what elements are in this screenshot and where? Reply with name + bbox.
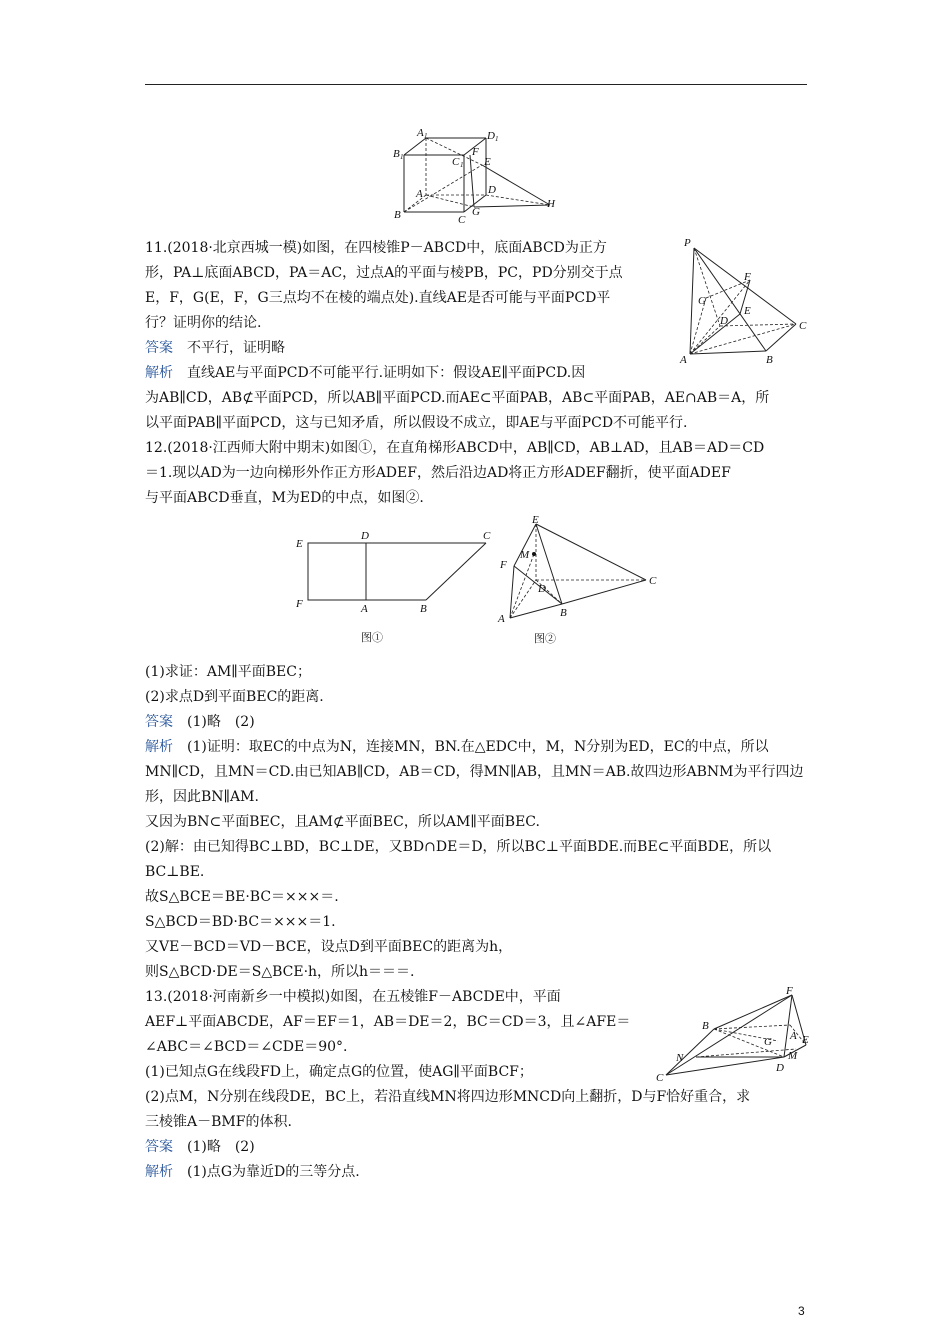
trap-label-c: C [483,530,491,542]
line-text: 三棱锥A－BMF的体积. [145,1114,292,1130]
text-line [145,787,259,807]
line-text: 形，PA⊥底面ABCD，PA＝AC，过点A的平面与棱PB，PC，PD分别交于点 [145,265,623,281]
fold-label-f: F [500,559,507,571]
pyr11-label-a: A [680,354,687,366]
pyr11-label-c: C [799,320,807,332]
figure-1-caption: 图① [361,632,383,644]
section-label: 解析 [145,1164,173,1180]
pyramid-figure-11 [678,236,813,366]
cube-label-h: H [547,198,555,210]
line-text: 与平面ABCD垂直，M为ED的中点，如图②. [145,490,424,506]
cube-label-b1-sub: 1 [400,153,404,161]
pyr11-label-b: B [766,354,773,366]
cube-label-a: A [416,188,423,200]
line-text: ＝1.现以AD为一边向梯形外作正方形ADEF，然后沿边AD将正方形ADEF翻折，使平面ADEF [145,465,731,481]
text-line [145,1037,347,1057]
text-line [145,887,339,907]
text-line [145,288,610,308]
text-line [145,388,769,408]
line-text: 又VE－BCD＝VD－BCE，设点D到平面BEC的距离为h， [145,939,513,955]
fold-label-e: E [532,514,539,526]
line-text: BC⊥BE. [145,864,205,880]
pyr13-label-m: M [788,1050,798,1062]
pyr11-label-d: D [720,315,728,327]
line-text: 直线AE与平面PCD不可能平行.证明如下：假设AE∥平面PCD.因 [187,365,586,381]
fold-label-d: D [538,583,546,595]
line-text: AEF⊥平面ABCDE，AF＝EF＝1，AB＝DE＝2，BC＝CD＝3，且∠AFE＝ [145,1014,631,1030]
answer-line [145,712,255,732]
text-line [145,687,324,707]
cube-label-c: C [458,214,466,225]
pyr13-label-b: B [702,1020,709,1032]
trap-label-e: E [296,538,303,550]
section-label: 答案 [145,340,173,356]
pyr13-label-f: F [786,985,793,997]
trapezoid-figure [290,525,500,645]
text-line [145,762,803,782]
text-line [145,463,731,483]
line-text: 11.(2018·北京西城一模)如图，在四棱锥P－ABCD中，底面ABCD为正方 [145,240,607,256]
text-line [145,1087,750,1107]
text-line [145,662,311,682]
pyramid-figure-13 [652,985,812,1085]
pyr13-label-e: E [802,1034,809,1046]
trap-label-a: A [361,603,368,615]
figure-2-caption: 图② [534,633,556,645]
text-line [145,438,764,458]
cube-label-a1-sub: 1 [424,132,428,140]
section-label: 解析 [145,365,173,381]
line-text: (1)证明：取EC的中点为N，连接MN，BN.在△EDC中，M，N分别为ED，EC的中点，所以 [187,739,769,755]
section-label: 解析 [145,739,173,755]
analysis-line [145,1162,360,1182]
text-line [145,238,607,258]
text-line [145,837,771,857]
fold-label-m: M [520,549,530,561]
cube-label-c1: C [452,156,460,168]
text-line [145,413,688,433]
line-text: (1)略 (2) [187,1139,255,1155]
section-label: 答案 [145,1139,173,1155]
pyr13-label-a: A [790,1030,797,1042]
fold-label-c: C [649,575,657,587]
line-text: MN∥CD，且MN＝CD.由已知AB∥CD，AB＝CD，得MN∥AB，且MN＝AB.故四边形ABNM为平行四边 [145,764,804,780]
folded-figure [494,514,664,646]
cube-label-c1-sub: 1 [460,161,464,169]
line-text: 以平面PAB∥平面PCD，这与已知矛盾，所以假设不成立，即AE与平面PCD不可能平行. [145,415,688,431]
cube-label-d1-sub: 1 [495,135,499,143]
line-text: ∠ABC＝∠BCD＝∠CDE＝90°. [145,1039,348,1055]
line-text: 故S△BCE＝BE·BC＝×××＝. [145,889,339,905]
line-text: 13.(2018·河南新乡一中模拟)如图，在五棱锥F－ABCDE中，平面 [145,989,561,1005]
cube-label-b1: B [393,148,400,160]
line-text: E，F，G(E，F，G三点均不在棱的端点处).直线AE是否可能与平面PCD平 [145,290,611,306]
text-line [145,912,336,932]
cube-label-a1: A [417,127,424,139]
text-line [145,962,415,982]
analysis-line [145,363,585,383]
pyr11-label-g: G [698,295,706,307]
pyr11-label-p: P [684,237,691,249]
cube-label-d: D [488,184,496,196]
line-text: 12.(2018·江西师大附中期末)如图①，在直角梯形ABCD中，AB∥CD，AB⊥AD，且AB＝AD＝CD [145,440,765,456]
text-line [145,1012,630,1032]
text-line [145,488,424,508]
text-line [145,1112,292,1132]
fold-label-a: A [498,613,505,625]
cube-label-e: E [484,156,491,168]
pyr13-label-g: G [764,1036,772,1048]
line-text: (1)略 (2) [187,714,255,730]
line-text: 不平行，证明略 [187,340,285,356]
line-text: (2)点M，N分别在线段DE，BC上，若沿直线MN将四边形MNCD向上翻折，D与F恰好重合，求 [145,1089,751,1105]
line-text: 为AB∥CD，AB⊄平面PCD，所以AB∥平面PCD.而AE⊂平面PAB，AB⊂平面PAB，AE∩AB＝A，所 [145,390,770,406]
trap-label-f: F [296,598,303,610]
text-line [145,937,512,957]
cube-figure [390,125,570,225]
pyr11-label-f: F [744,271,751,283]
line-text: 则S△BCD·DE＝S△BCE·h，所以h＝＝＝. [145,964,415,980]
text-line [145,263,623,283]
answer-line [145,338,285,358]
fold-label-b: B [560,607,567,619]
pyr11-label-e: E [744,305,751,317]
pyr13-label-d: D [776,1062,784,1074]
answer-line [145,1137,255,1157]
trap-label-d: D [361,530,369,542]
line-text: (1)已知点G在线段FD上，确定点G的位置，使AG∥平面BCF； [145,1064,533,1080]
text-line [145,1062,533,1082]
pyr13-label-c: C [656,1072,664,1084]
line-text: 又因为BN⊂平面BEC，且AM⊄平面BEC，所以AM∥平面BEC. [145,814,540,830]
section-label: 答案 [145,714,173,730]
line-text: 行？证明你的结论. [145,315,262,331]
trap-label-b: B [420,603,427,615]
pyr13-label-n: N [676,1052,684,1064]
line-text: (1)点G为靠近D的三等分点. [187,1164,360,1180]
line-text: (2)求点D到平面BEC的距离. [145,689,324,705]
line-text: S△BCD＝BD·BC＝×××＝1. [145,914,336,930]
cube-label-d1: D [487,130,495,142]
text-line [145,313,261,333]
analysis-line [145,737,769,757]
text-line [145,812,540,832]
line-text: 形，因此BN∥AM. [145,789,259,805]
text-line [145,862,204,882]
text-line [145,987,561,1007]
line-text: (1)求证：AM∥平面BEC； [145,664,311,680]
cube-label-g: G [472,206,480,218]
cube-label-f: F [472,146,479,158]
cube-label-b: B [394,209,401,221]
line-text: (2)解：由已知得BC⊥BD，BC⊥DE，又BD∩DE＝D，所以BC⊥平面BDE.而BE⊂平面BDE，所以 [145,839,772,855]
header-rule [145,84,807,85]
page-number: 3 [798,1304,805,1318]
